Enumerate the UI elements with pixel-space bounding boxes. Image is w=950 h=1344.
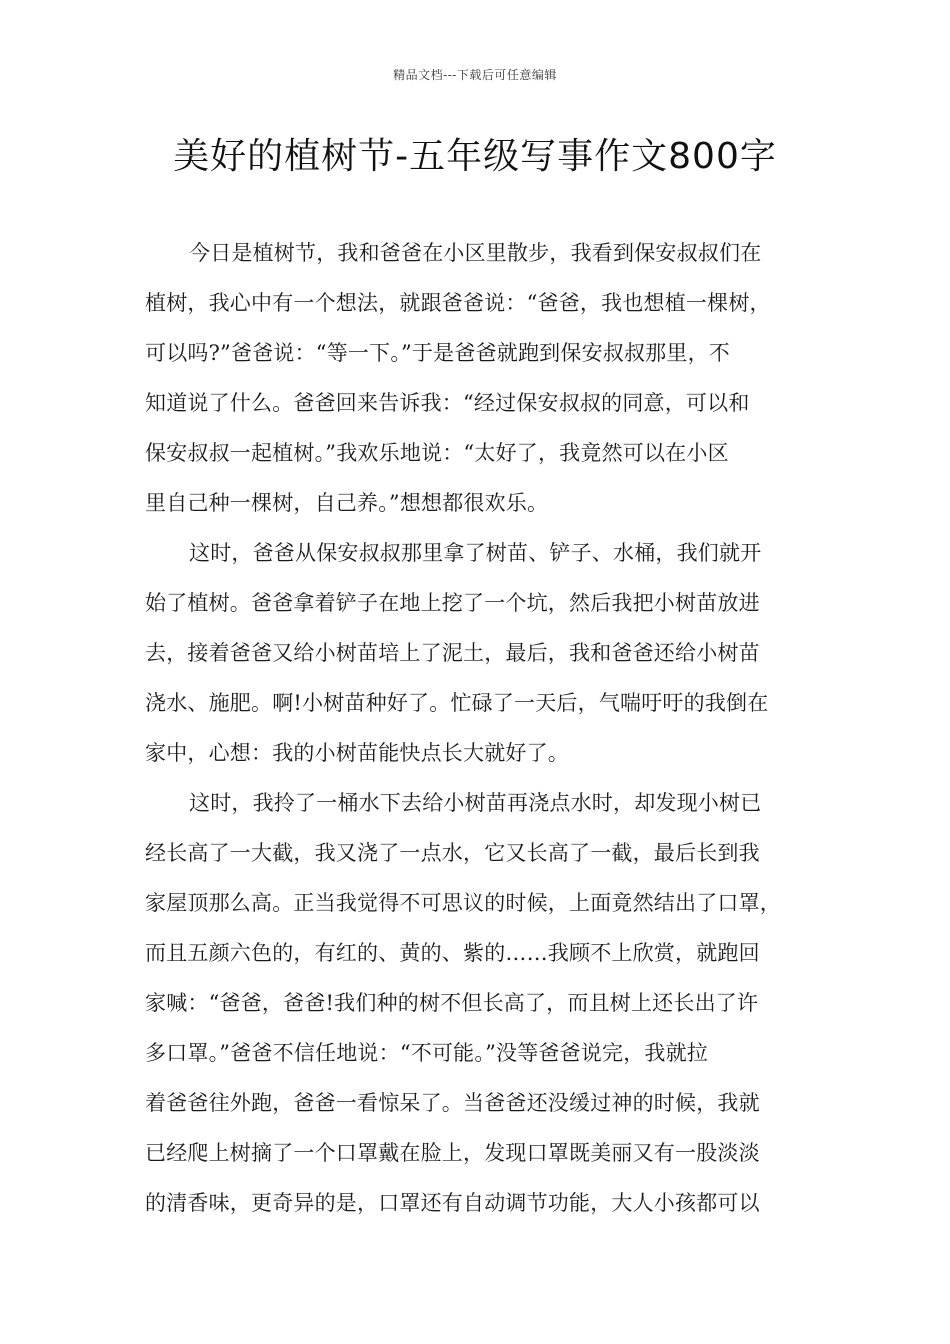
text-line: 去，接着爸爸又给小树苗培上了泥土，最后，我和爸爸还给小树苗: [145, 641, 760, 665]
text-line: 已经爬上树摘了一个口罩戴在脸上，发现口罩既美丽又有一股淡淡: [145, 1141, 760, 1165]
text-line: 而且五颜六色的，有红的、黄的、紫的……我顾不上欣赏，就跑回: [145, 941, 760, 965]
text-line: 的清香味，更奇异的是，口罩还有自动调节功能，大人小孩都可以: [145, 1191, 760, 1215]
document-title: 美好的植树节-五年级写事作文800字: [173, 136, 777, 177]
article-body: [145, 228, 825, 1228]
text-line: 家屋顶那么高。正当我觉得不可思议的时候，上面竟然结出了口罩，: [145, 891, 781, 915]
text-line: 这时，我拎了一桶水下去给小树苗再浇点水时，却发现小树已: [189, 791, 762, 815]
text-line: 保安叔叔一起植树。”我欢乐地说：“太好了，我竟然可以在小区: [145, 441, 729, 465]
text-line: 家中，心想：我的小树苗能快点长大就好了。: [145, 741, 569, 765]
text-line: 知道说了什么。爸爸回来告诉我：“经过保安叔叔的同意，可以和: [145, 391, 750, 415]
text-line: 今日是植树节，我和爸爸在小区里散步，我看到保安叔叔们在: [189, 241, 762, 265]
paragraph-3: [145, 778, 825, 1228]
text-line: 植树，我心中有一个想法，就跟爸爸说：“爸爸，我也想植一棵树，: [145, 291, 771, 315]
text-line: 多口罩。”爸爸不信任地说：“不可能。”没等爸爸说完，我就拉: [145, 1041, 709, 1065]
text-line: 经长高了一大截，我又浇了一点水，它又长高了一截，最后长到我: [145, 841, 760, 865]
paragraph-2: [145, 528, 825, 778]
text-line: 家喊：“爸爸，爸爸!我们种的树不但长高了，而且树上还长出了许: [145, 991, 759, 1015]
text-line: 可以吗?”爸爸说：“等一下。”于是爸爸就跑到保安叔叔那里，不: [145, 341, 730, 365]
page-header: 精品文档---下载后可任意编辑: [393, 68, 557, 82]
text-line: 里自己种一棵树，自己养。”想想都很欢乐。: [145, 491, 549, 515]
text-line: 着爸爸往外跑，爸爸一看惊呆了。当爸爸还没缓过神的时候，我就: [145, 1091, 760, 1115]
text-line: 始了植树。爸爸拿着铲子在地上挖了一个坑，然后我把小树苗放进: [145, 591, 760, 615]
text-line: 浇水、施肥。啊!小树苗种好了。忙碌了一天后，气喘吁吁的我倒在: [145, 691, 769, 715]
paragraph-1: [145, 228, 825, 528]
text-line: 这时，爸爸从保安叔叔那里拿了树苗、铲子、水桶，我们就开: [189, 541, 762, 565]
